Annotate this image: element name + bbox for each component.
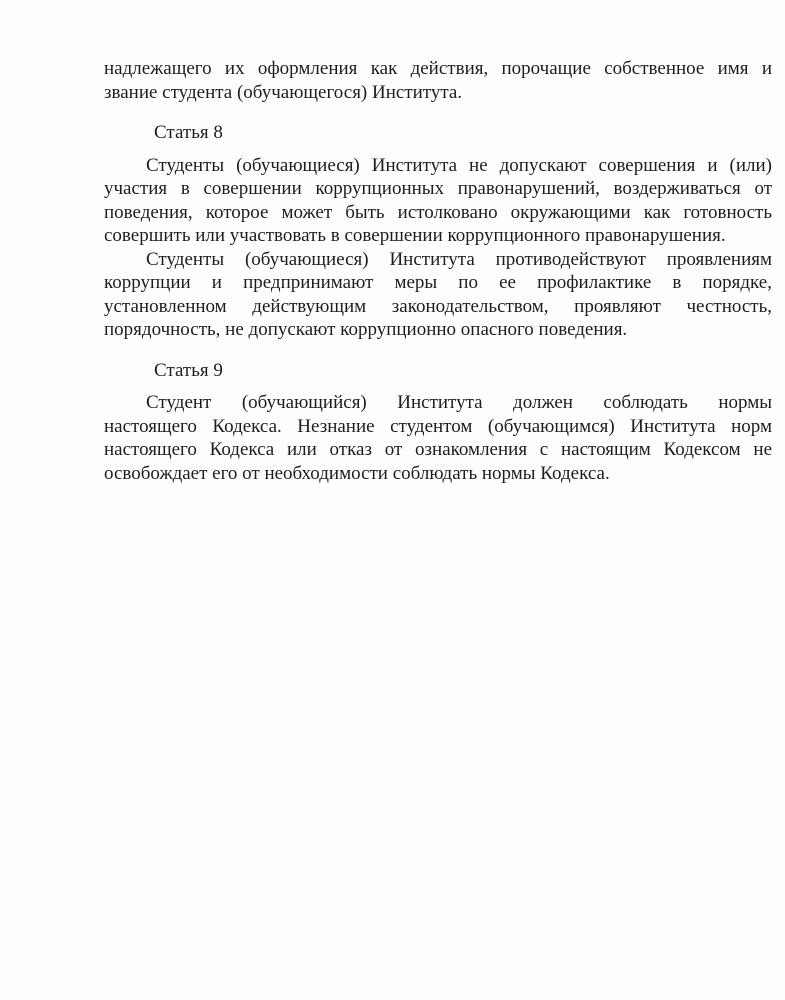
text-line: звание студента (обучающегося) Института. (104, 81, 463, 103)
paragraph-continuation (104, 57, 772, 104)
text-line: установленном действующим законодательством, проявляют честность, (104, 295, 772, 317)
paragraph (104, 391, 772, 485)
text-line: настоящего Кодекса. Незнание студентом (обучающимся) Института норм (104, 415, 772, 437)
paragraph (104, 248, 772, 342)
text-line: порядочность, не допускают коррупционно опасного поведения. (104, 319, 628, 340)
text-line: коррупции и предпринимают меры по ее профилактике в порядке, (104, 272, 772, 293)
article-9-heading: Статья 9 (154, 359, 223, 381)
text-line: участия в совершении коррупционных правонарушений, воздерживаться от (104, 178, 772, 199)
text-line: совершить или участвовать в совершении коррупционного правонарушения. (104, 225, 726, 246)
text-line: настоящего Кодекса или отказ от ознакомления с настоящим Кодексом не (104, 439, 772, 460)
article-8-heading: Статья 8 (154, 122, 223, 143)
text-line: Студенты (обучающиеся) Института противодействуют проявлениям (146, 248, 772, 270)
text-line: Студент (обучающийся) Института должен соблюдать нормы (146, 392, 772, 413)
text-line: надлежащего их оформления как действия, порочащие собственное имя и (104, 58, 772, 79)
text-line: Студенты (обучающиеся) Института не допускают совершения и (или) (146, 154, 772, 176)
text-line: поведения, которое может быть истолковано окружающими как готовность (104, 201, 772, 223)
paragraph (104, 154, 772, 248)
page-text-column (104, 57, 772, 485)
text-line: освобождает его от необходимости соблюдать нормы Кодекса. (104, 462, 610, 484)
